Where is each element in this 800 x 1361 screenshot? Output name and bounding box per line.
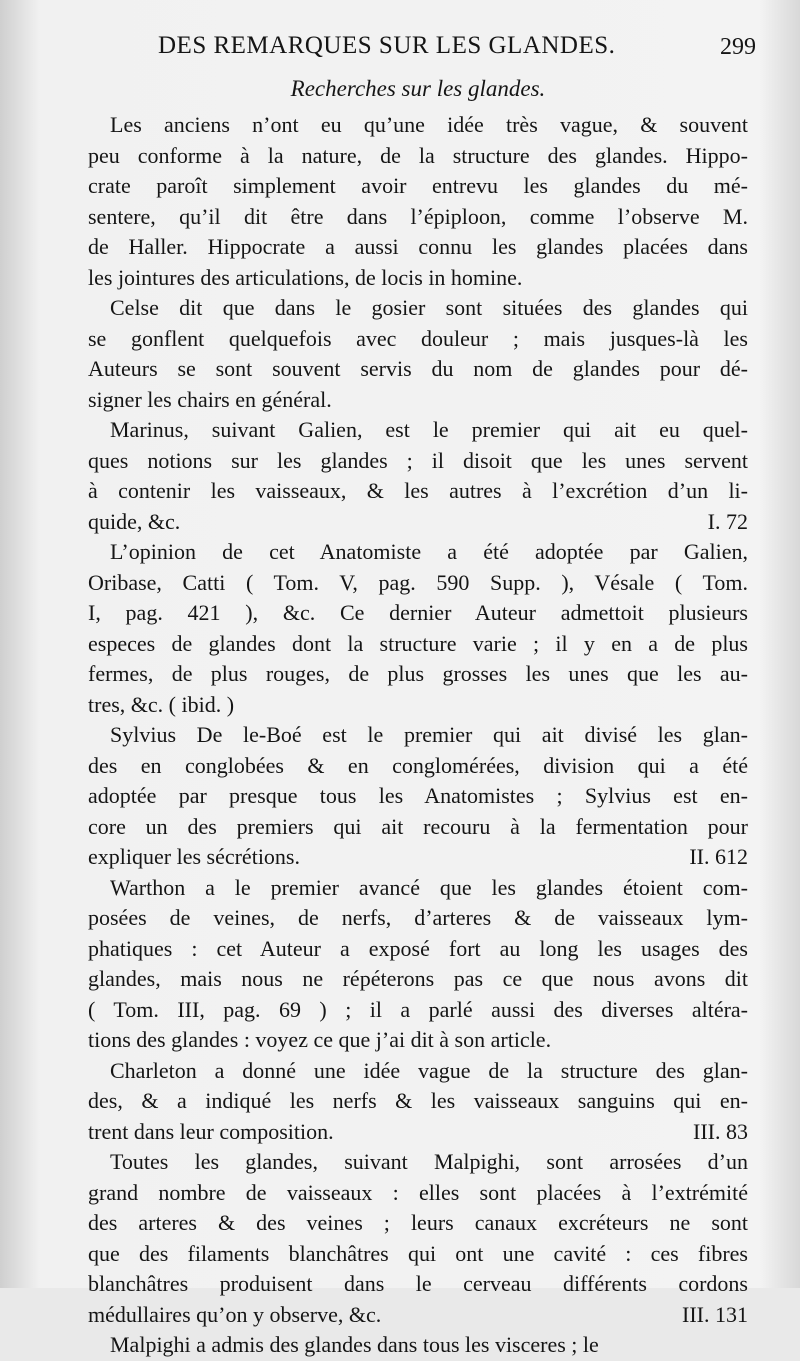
text-line: médullaires qu’on y observe, &c.	[88, 1301, 382, 1327]
text-line: les jointures des articulations, de locis in homine.	[88, 264, 523, 290]
text-line: glandes, mais nous ne répéterons pas ce que nous avons dit	[88, 966, 748, 991]
text-line: Warthon a le premier avancé que les glandes étoient com-	[110, 874, 748, 900]
text-line: des, & a indiqué les nerfs & les vaisseaux sanguins qui en-	[88, 1088, 748, 1113]
running-head: DES REMARQUES SUR LES GLANDES.	[158, 32, 616, 59]
text-line: Charleton a donné une idée vague de la structure des glan-	[110, 1057, 748, 1083]
text-line: L’opinion de cet Anatomiste a été adoptée par Galien,	[110, 539, 748, 564]
text-line: adoptée par presque tous les Anatomistes ; Sylvius est en-	[88, 783, 748, 808]
text-line: Celse dit que dans le gosier sont situées des glandes qui	[110, 295, 748, 320]
text-line: à contenir les vaisseaux, & les autres à l’excrétion d’un li-	[88, 478, 748, 503]
paragraph	[88, 1056, 748, 1148]
text-line: tres, &c. ( ibid. )	[88, 691, 235, 717]
paragraph	[88, 293, 748, 415]
reference-line	[88, 507, 748, 538]
paragraph	[88, 537, 748, 720]
text-line: ( Tom. III, pag. 69 ) ; il a parlé aussi des diverses altéra-	[88, 996, 748, 1022]
volume-reference: I. 72	[707, 508, 748, 534]
text-line: que des filaments blanchâtres qui ont une cavité : ces fibres	[88, 1240, 748, 1266]
text-line: tions des glandes : voyez ce que j’ai dit à son article.	[88, 1027, 552, 1052]
text-line: Oribase, Catti ( Tom. V, pag. 590 Supp. ), Vésale ( Tom.	[88, 569, 748, 595]
paragraph	[88, 1330, 748, 1361]
text-line: especes de glandes dont la structure varie ; il y en a de plus	[88, 630, 748, 656]
text-line: des en conglobées & en conglomérées, division qui a été	[88, 752, 748, 778]
volume-reference: III. 131	[682, 1301, 748, 1327]
reference-line	[88, 1117, 748, 1148]
text-line: fermes, de plus rouges, de plus grosses les unes que les au-	[88, 661, 748, 686]
section-title: Recherches sur les glandes.	[290, 76, 546, 101]
reference-line	[88, 1300, 748, 1331]
text-line: crate paroît simplement avoir entrevu les glandes du mé-	[88, 173, 748, 198]
text-line: core un des premiers qui ait recouru à la fermentation pour	[88, 813, 748, 839]
text-line: grand nombre de vaisseaux : elles sont placées à l’extrémité	[88, 1179, 748, 1205]
text-line: posées de veines, de nerfs, d’arteres & de vaisseaux lym-	[88, 905, 748, 930]
volume-reference: II. 612	[689, 844, 748, 869]
text-line: ques notions sur les glandes ; il disoit que les unes servent	[88, 447, 748, 473]
paragraph	[88, 720, 748, 873]
paragraph	[88, 873, 748, 1056]
paragraph	[88, 1147, 748, 1330]
text-line: se gonflent quelquefois avec douleur ; mais jusques-là les	[88, 325, 748, 351]
paragraph	[88, 110, 748, 293]
text-line: blanchâtres produisent dans le cerveau différents cordons	[88, 1271, 748, 1296]
page-header	[88, 28, 756, 72]
page-number: 299	[720, 34, 756, 60]
reference-line	[88, 842, 748, 873]
text-line: phatiques : cet Auteur a exposé fort au long les usages des	[88, 935, 748, 961]
text-line: des arteres & des veines ; leurs canaux excréteurs ne sont	[88, 1210, 748, 1235]
text-line: signer les chairs en général.	[88, 386, 332, 412]
text-line: trent dans leur composition.	[88, 1118, 334, 1144]
text-line: Marinus, suivant Galien, est le premier qui ait eu quel-	[110, 417, 748, 442]
text-line: Les anciens n’ont eu qu’une idée très vague, & souvent	[110, 112, 748, 137]
text-line: Toutes les glandes, suivant Malpighi, sont arrosées d’un	[110, 1149, 748, 1174]
paragraph	[88, 415, 748, 537]
text-line: sentere, qu’il dit être dans l’épiploon, comme l’observe M.	[88, 203, 748, 229]
text-line: de Haller. Hippocrate a aussi connu les glandes placées dans	[88, 234, 748, 259]
text-line: quide, &c.	[88, 508, 181, 534]
text-line: Sylvius De le-Boé est le premier qui ait divisé les glan-	[110, 722, 748, 747]
text-line: Malpighi a admis des glandes dans tous les visceres ; le	[110, 1332, 599, 1357]
volume-reference: III. 83	[693, 1118, 748, 1144]
text-line: expliquer les sécrétions.	[88, 844, 300, 869]
text-line: I, pag. 421 ), &c. Ce dernier Auteur admettoit plusieurs	[88, 600, 748, 625]
text-line: Auteurs se sont souvent servis du nom de glandes pour dé-	[88, 356, 748, 381]
text-line: peu conforme à la nature, de la structure des glandes. Hippo-	[88, 142, 748, 168]
body-text	[88, 110, 748, 1361]
